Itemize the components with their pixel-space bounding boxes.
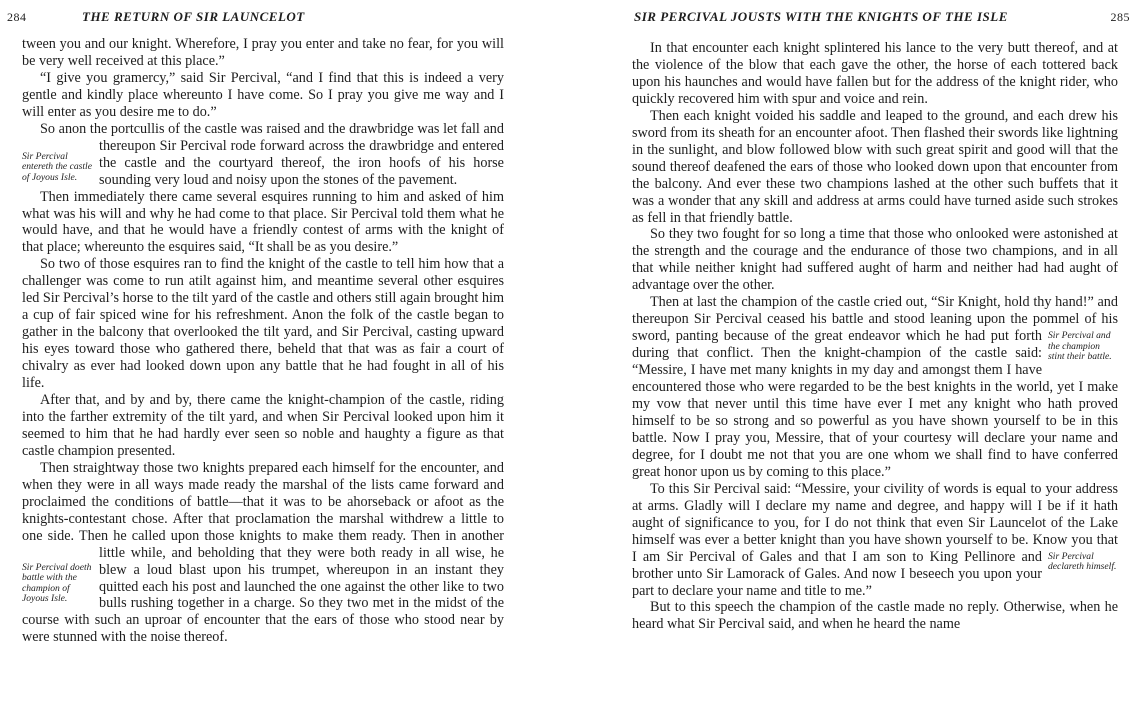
- sidenote: Sir Percival declareth himself.: [1048, 550, 1117, 573]
- sidenote: Sir Percival doeth battle with the champion of Joyous Isle.: [22, 561, 92, 605]
- sidenote: Sir Percival entereth the castle of Joyous Isle.: [22, 150, 92, 183]
- paragraph: Then each knight voided his saddle and leaped to the ground, and each drew his sword from its sheath for an encounter afoot. Then flashed their swords like lightning in the sunlight, and blow followed blow with such great spirit and good will that the sound thereof deafened the ears of those who looked down upon that encounter from the balcony. And ever these two champions lashed at the other such buffets that it was a wonder that any skill and address at arms could have turned aside such strokes as fell in that friendly battle.: [632, 107, 1118, 226]
- paragraph: Then immediately there came several esquires running to him and asked of him what was his will and why he had come to that place. Sir Percival told them what he would have, and that he would have a friendly contest of arms with the knight of that place; whereunto the esquires said, “It shall be as you desire.”: [22, 188, 504, 256]
- paragraph: tween you and our knight. Wherefore, I pray you enter and take no fear, for you will be very well received at this place.”: [22, 36, 504, 69]
- sidenote: Sir Percival and the champion stint their battle.: [1048, 330, 1112, 363]
- left-page-body: [22, 36, 504, 646]
- page-number: 284: [7, 10, 27, 24]
- running-head: THE RETURN OF SIR LAUNCELOT: [82, 9, 305, 24]
- paragraph: But to this speech the champion of the castle made no reply. Otherwise, when he heard what Sir Percival said, and when he heard the name: [632, 599, 1118, 633]
- paragraph: “I give you gramercy,” said Sir Percival, “and I find that this is indeed a very gentle and kindly place whereunto I have come. So I pray you give me way and I will enter as you desire me to do.”: [22, 69, 504, 120]
- page-number: 285: [1110, 10, 1130, 24]
- left-page: [7, 0, 504, 713]
- paragraph: Then at last the champion of the castle cried out, “Sir Knight, hold thy hand!” and thereupon Sir Percival ceased his battle and stood leaning upon the pommel of his sword, panting because of the great endeavor which he had put forth during that conflict. Then the knight-champion of the castle said: “Messire, I have met many knights in my day and amongst them I have encountered those who were regarded to be the best knights in the world, yet I make my vow that never until this time have ever I met any knight who hath proved himself to be so strong and so powerful as you have shown yourself to be in this battle. Now I pray you, Messire, that of your courtesy will declare your name and degree, for I doubt me not that you are one whom we shall find to have conferred great honor upon us by coming to this place.”: [632, 294, 1118, 480]
- right-page: [632, 0, 1130, 713]
- right-page-body: [632, 40, 1118, 633]
- right-page-header: [632, 9, 1130, 29]
- paragraph: After that, and by and by, there came the knight-champion of the castle, riding into the farther extremity of the tilt yard, and when Sir Percival looked upon him it seemed to him that he had hardly ever seen so noble and haughty a figure as that castle champion presented.: [22, 392, 504, 459]
- paragraph: So two of those esquires ran to find the knight of the castle to tell him how that a challenger was come to run atilt against him, and meantime several other esquires led Sir Percival’s horse to the tilt yard of the castle and others still again brought him a cup of fair spiced wine for his refreshment. Anon the folk of the castle began to gather in the balcony that overlooked the tilt yard, and Sir Percival, casting upward his eyes toward those who gathered there, beheld that that was as fair a court of chivalry as ever had looked down upon any battle that he had fought in all of his life.: [22, 256, 504, 392]
- paragraph: Then straightway those two knights prepared each himself for the encounter, and when they were in all ways made ready the marshal of the lists came forward and proclaimed the conditions of battle—that it was to be ahorseback or afoot as the knights-contestant chose. After that proclamation the marshal withdrew a little to one side. Then he called upon those knights to make them ready. Then in another little while, and beholding that they were both ready in all wise, he blew a loud blast upon his trumpet, whereupon in an instant they quitted each his post and launched the one against the other like to two bulls rushing together in a charge. So they two met in the midst of the course with such an uproar of encounter that the ears of those who stood near by were stunned with the noise thereof.: [22, 459, 504, 646]
- paragraph: In that encounter each knight splintered his lance to the very butt thereof, and at the violence of the blow that each gave the other, the horse of each tottered back upon his haunches and would have fallen but for the address of the knight rider, who quickly recovered him with spur and voice and rein.: [632, 40, 1118, 107]
- paragraph: So anon the portcullis of the castle was raised and the drawbridge was let fall and thereupon Sir Percival rode forward across the drawbridge and entered the castle and the courtyard thereof, the iron hoofs of his horse sounding very loud and noisy upon the stones of the pavement.: [40, 120, 504, 188]
- left-page-header: [7, 9, 504, 29]
- paragraph: So they two fought for so long a time that those who onlooked were astonished at the strength and the courage and the endurance of those two champions, and in all that while neither knight had suffered aught of harm and neither had had aught of advantage over the other.: [632, 226, 1118, 294]
- paragraph: To this Sir Percival said: “Messire, your civility of words is equal to your address at arms. Gladly will I declare my name and degree, and happy will I be if it hath aught of significance to you, for I do not think that even Sir Launcelot of the Lake himself was ever a better knight than you have shown yourself to be. Know you that I am Sir Percival of Gales and that I am son to King Pellinore and brother unto Sir Lamorack of Gales. And now I beseech you upon your part to declare your name and title to me.”: [632, 480, 1118, 599]
- running-head: SIR PERCIVAL JOUSTS WITH THE KNIGHTS OF THE ISLE: [634, 9, 1008, 24]
